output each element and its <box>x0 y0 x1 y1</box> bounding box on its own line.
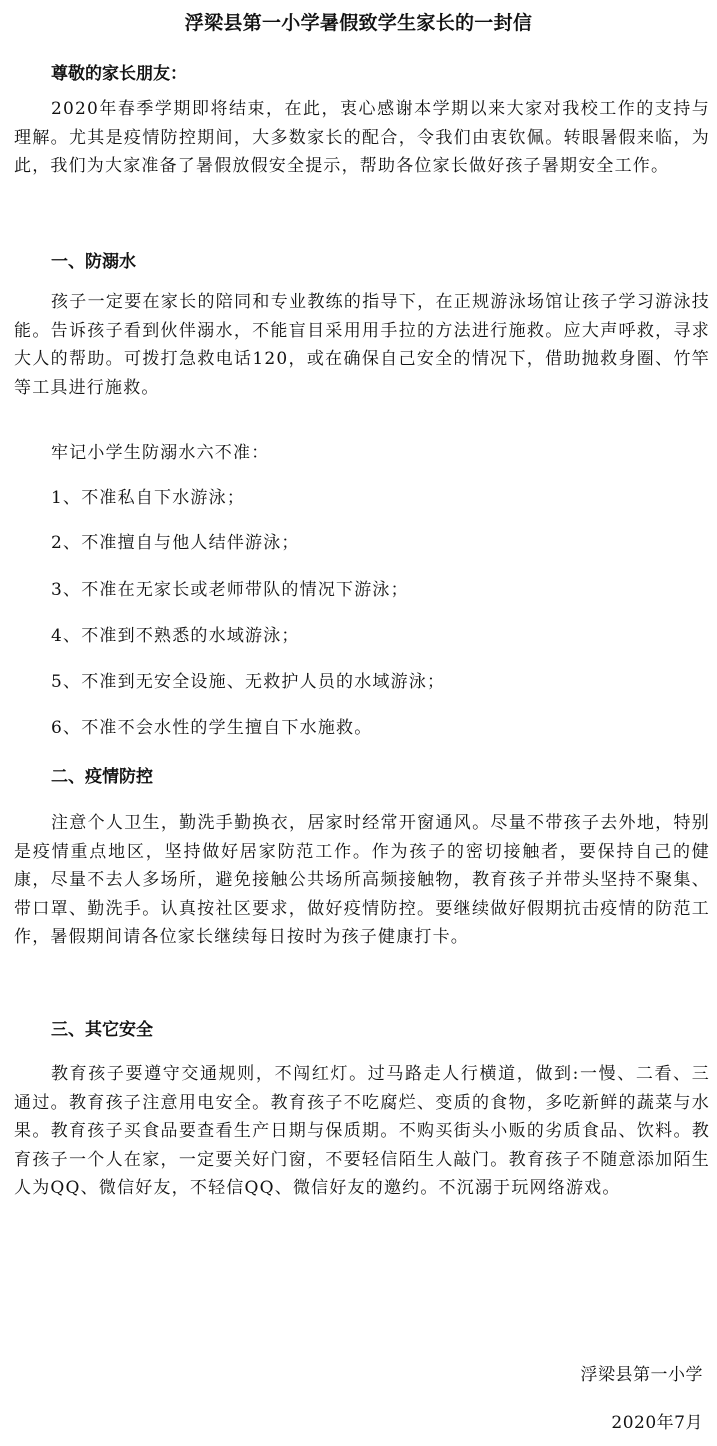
signature-date: 2020年7月 <box>611 1413 703 1433</box>
rules-intro: 牢记小学生防溺水六不准： <box>51 443 270 463</box>
drowning-paragraph: 孩子一定要在家长的陪同和专业教练的指导下，在正规游泳场馆让孩子学习游泳技能。告诉孩子看到伙伴溺水，不能盲目采用用手拉的方法进行施救。应大声呼救，寻求大人的帮助。可拨打急救电话120，或在确保自己安全的情况下，借助抛救身圈、竹竿等工具进行施救。 <box>14 292 710 398</box>
section-heading-drowning: 一、防溺水 <box>51 252 136 272</box>
rule-item: 1、不准私自下水游泳； <box>51 488 246 508</box>
signature-school: 浮梁县第一小学 <box>580 1365 703 1385</box>
letter-title: 浮梁县第一小学暑假致学生家长的一封信 <box>184 12 533 34</box>
intro-paragraph: 2020年春季学期即将结束，在此，衷心感谢本学期以来大家对我校工作的支持与理解。尤其是疫情防控期间，大多数家长的配合，令我们由衷钦佩。转眼暑假来临，为此，我们为大家准备了暑假放假安全提示，帮助各位家长做好孩子暑期安全工作。 <box>14 99 710 176</box>
rule-item: 3、不准在无家长或老师带队的情况下游泳； <box>51 580 409 600</box>
other-safety-paragraph: 教育孩子要遵守交通规则，不闯红灯。过马路走人行横道，做到:一慢、二看、三通过。教育孩子注意用电安全。教育孩子不吃腐烂、变质的食物，多吃新鲜的蔬菜与水果。教育孩子买食品要查看生产日期与保质期。不购买街头小贩的劣质食品、饮料。教育孩子一个人在家，一定要关好门窗，不要轻信陌生人敲门。教育孩子不随意添加陌生人为QQ、微信好友，不轻信QQ、微信好友的邀约。不沉溺于玩网络游戏。 <box>14 1064 710 1198</box>
rule-item: 4、不准到不熟悉的水域游泳； <box>51 626 300 646</box>
rule-item: 2、不准擅自与他人结伴游泳； <box>51 533 300 553</box>
epidemic-paragraph: 注意个人卫生，勤洗手勤换衣，居家时经常开窗通风。尽量不带孩子去外地，特别是疫情重点地区，坚持做好居家防范工作。作为孩子的密切接触者，要保持自己的健康，尽量不去人多场所，避免接触公共场所高频接触物，教育孩子并带头坚持不聚集、带口罩、勤洗手。认真按社区要求，做好疫情防控。要继续做好假期抗击疫情的防范工作，暑假期间请各位家长继续每日按时为孩子健康打卡。 <box>14 813 710 947</box>
rule-item: 5、不准到无安全设施、无救护人员的水域游泳； <box>51 672 446 692</box>
salutation: 尊敬的家长朋友： <box>51 64 187 84</box>
section-heading-other-safety: 三、其它安全 <box>51 1020 153 1040</box>
section-heading-epidemic: 二、疫情防控 <box>51 767 153 787</box>
rule-item: 6、不准不会水性的学生擅自下水施救。 <box>51 718 373 738</box>
